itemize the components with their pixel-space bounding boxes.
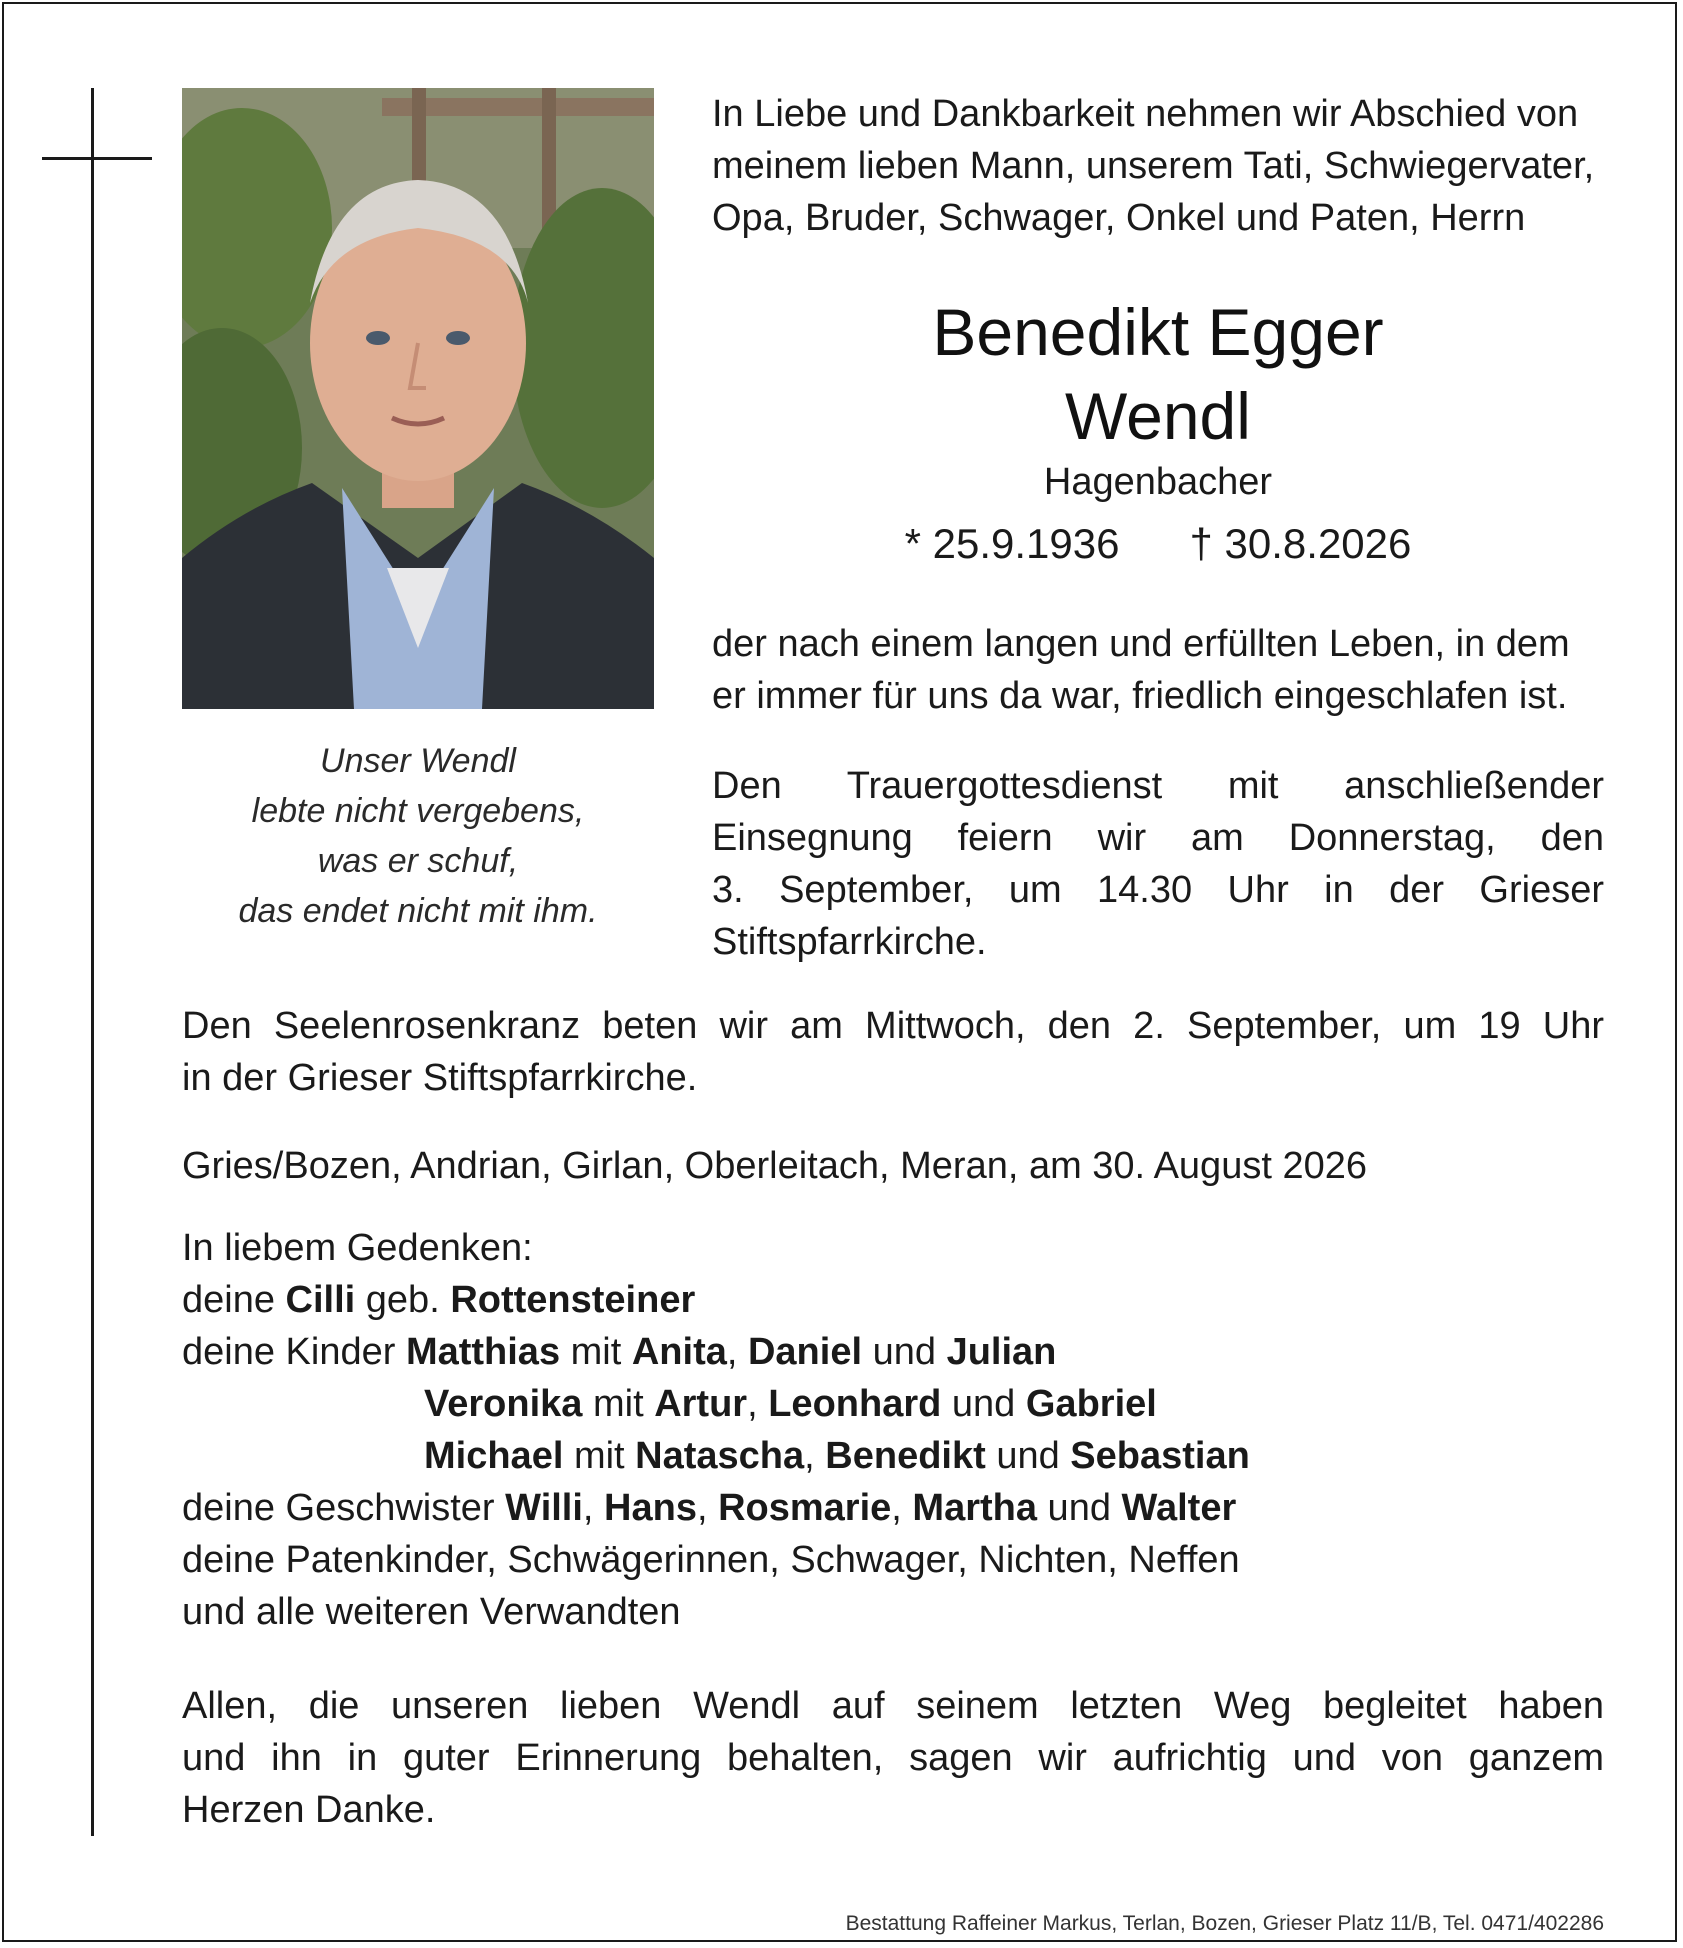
family-member-name: Veronika — [424, 1383, 583, 1425]
family-relatives: deine Patenkinder, Schwägerinnen, Schwager, Nichten, Neffen — [182, 1539, 1240, 1581]
death-date: † 30.8.2026 — [1189, 520, 1412, 567]
family-siblings — [182, 1482, 1604, 1534]
passing-line: der nach einem langen und erfüllten Leben, in dem — [712, 623, 1570, 665]
place-date-line: Gries/Bozen, Andrian, Girlan, Oberleitach, Meran, am 30. August 2026 — [182, 1145, 1367, 1187]
family-member-name: Walter — [1121, 1487, 1237, 1529]
deceased-name-line1: Benedikt Egger — [932, 295, 1384, 369]
family-text: , — [696, 1487, 719, 1529]
family-text: mit — [582, 1383, 655, 1425]
family-text: mit — [563, 1435, 636, 1477]
service-line: Den Trauergottesdienst mit anschließender — [712, 765, 1604, 807]
rosary-line: in der Grieser Stiftspfarrkirche. — [182, 1057, 698, 1099]
family-text: , — [804, 1435, 826, 1477]
family-text: und — [1037, 1487, 1122, 1529]
family-member-name: Sebastian — [1070, 1435, 1250, 1477]
service-line: Stiftspfarrkirche. — [712, 921, 987, 963]
thanks-line: und ihn in guter Erinnerung behalten, sagen wir aufrichtig und von ganzem — [182, 1737, 1604, 1779]
family-member-name: Martha — [912, 1487, 1037, 1529]
family-relatives: und alle weiteren Verwandten — [182, 1591, 681, 1633]
family-member-name: Benedikt — [825, 1435, 986, 1477]
passing-text — [712, 618, 1604, 722]
memorial-motto — [182, 736, 654, 936]
deceased-name — [712, 290, 1604, 458]
service-line: Einsegnung feiern wir am Donnerstag, den — [712, 817, 1604, 859]
obituary-notice — [2, 2, 1677, 1942]
motto-line: das endet nicht mit ihm. — [238, 892, 598, 930]
family-member-name: Rottensteiner — [450, 1279, 696, 1321]
family-member-name: Leonhard — [768, 1383, 942, 1425]
family-spouse — [182, 1274, 1604, 1326]
family-member-name: Julian — [946, 1331, 1057, 1373]
family-text: und — [941, 1383, 1026, 1425]
family-text: , — [726, 1331, 748, 1373]
family-text: deine Kinder — [182, 1331, 406, 1373]
portrait-image — [182, 88, 654, 709]
service-text — [712, 760, 1604, 968]
family-text: deine Geschwister — [182, 1487, 506, 1529]
family-text: deine — [182, 1279, 286, 1321]
family-member-name: Willi — [505, 1487, 583, 1529]
thanks-text — [182, 1680, 1604, 1836]
family-member-name: Anita — [631, 1331, 727, 1373]
family-text: , — [747, 1383, 769, 1425]
family-text: und — [862, 1331, 947, 1373]
place-date — [182, 1140, 1604, 1192]
motto-line: was er schuf, — [317, 842, 519, 880]
intro-line: In Liebe und Dankbarkeit nehmen wir Abschied von — [712, 93, 1579, 135]
family-member-name: Matthias — [405, 1331, 561, 1373]
family-text: mit — [560, 1331, 632, 1373]
family-text: und — [985, 1435, 1071, 1477]
motto-line: lebte nicht vergebens, — [251, 792, 585, 830]
passing-line: er immer für uns da war, friedlich eingeschlafen ist. — [712, 675, 1568, 717]
family-heading: In liebem Gedenken: — [182, 1227, 533, 1269]
intro-line: Opa, Bruder, Schwager, Onkel und Paten, Herrn — [712, 197, 1526, 239]
deceased-nickname: Hagenbacher — [1043, 461, 1273, 503]
family-text: geb. — [355, 1279, 451, 1321]
thanks-line: Herzen Danke. — [182, 1789, 436, 1831]
portrait-photo — [182, 88, 654, 709]
intro-text — [712, 88, 1604, 244]
life-dates — [712, 516, 1604, 572]
cross-icon-vertical — [91, 88, 94, 1836]
family-list — [182, 1222, 1604, 1638]
family-member-name: Gabriel — [1025, 1383, 1157, 1425]
family-member-name: Michael — [424, 1435, 564, 1477]
family-member-name: Hans — [604, 1487, 697, 1529]
motto-line: Unser Wendl — [320, 742, 516, 780]
thanks-line: Allen, die unseren lieben Wendl auf seinem letzten Weg begleitet haben — [182, 1685, 1604, 1727]
family-member-name: Daniel — [747, 1331, 863, 1373]
intro-line: meinem lieben Mann, unserem Tati, Schwiegervater, — [712, 145, 1595, 187]
funeral-home-footer: Bestattung Raffeiner Markus, Terlan, Bozen, Grieser Platz 11/B, Tel. 0471/402286 — [845, 1912, 1604, 1935]
cross-icon-horizontal — [42, 157, 152, 160]
birth-date: * 25.9.1936 — [904, 520, 1120, 567]
rosary-line: Den Seelenrosenkranz beten wir am Mittwoch, den 2. September, um 19 Uhr — [182, 1005, 1604, 1047]
family-children — [182, 1378, 1604, 1430]
deceased-name-line2: Wendl — [1065, 379, 1251, 453]
service-line: 3. September, um 14.30 Uhr in der Grieser — [712, 869, 1604, 911]
family-text: , — [891, 1487, 913, 1529]
family-member-name: Natascha — [635, 1435, 805, 1477]
family-member-name: Rosmarie — [718, 1487, 892, 1529]
rosary-text — [182, 1000, 1604, 1104]
family-member-name: Cilli — [285, 1279, 356, 1321]
family-children — [182, 1326, 1604, 1378]
family-children — [182, 1430, 1604, 1482]
family-text: , — [582, 1487, 605, 1529]
family-member-name: Artur — [654, 1383, 748, 1425]
